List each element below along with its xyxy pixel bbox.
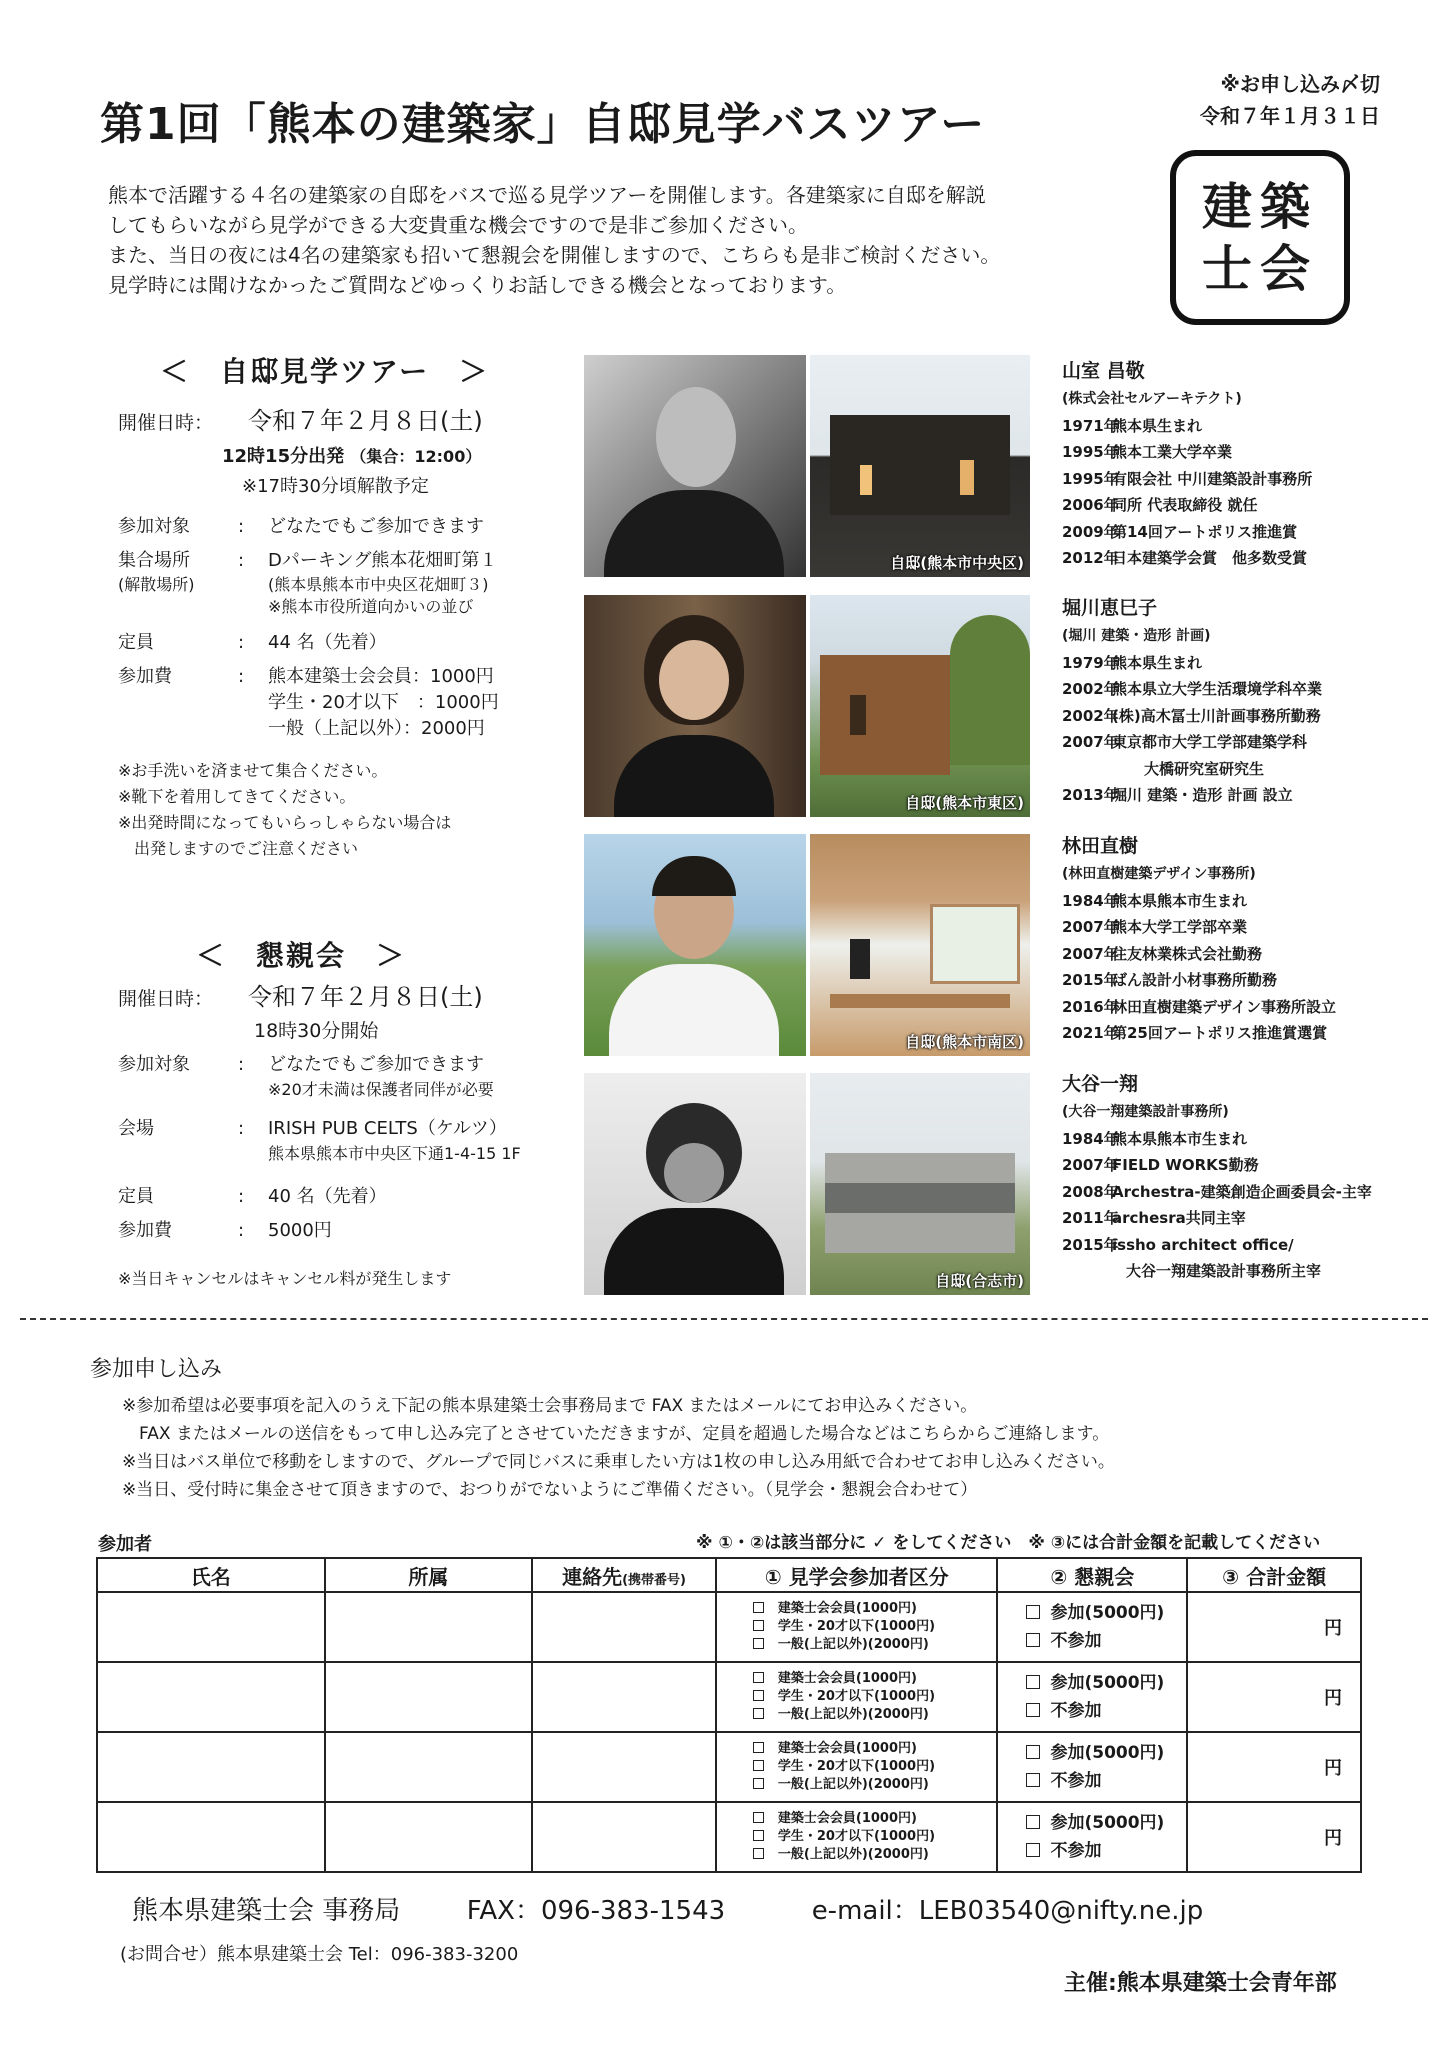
history-line: 2011年archesra共同主宰 (1062, 1209, 1246, 1227)
tour-place-label: 集合場所 (118, 550, 190, 571)
tour-assembly: （集合：12:00） (350, 447, 482, 466)
total-field[interactable]: 円 (1187, 1732, 1361, 1802)
intro-line: 熊本で活躍する４名の建築家の自邸をバスで巡る見学ツアーを開催します。各建築家に自邸を解説 (108, 183, 986, 207)
history-line: 2016年林田直樹建築デザイン事務所設立 (1062, 997, 1336, 1016)
checkbox[interactable] (753, 1690, 764, 1701)
application-title: 参加申し込み (90, 1357, 223, 1382)
office-name: 熊本県建築士会 事務局 (132, 1896, 401, 1926)
checkbox[interactable] (1026, 1605, 1040, 1619)
bio-otani (1062, 1069, 1392, 1285)
name-field[interactable] (97, 1592, 325, 1662)
history-line: 1995年熊本工業大学卒業 (1062, 443, 1233, 461)
history-line: 2021年第25回アートポリス推進賞選賞 (1062, 1024, 1328, 1042)
fax-number: FAX：096-383-1543 (466, 1896, 726, 1926)
history-line: 2007年熊本大学工学部卒業 (1062, 918, 1248, 936)
affiliation-field[interactable] (325, 1662, 533, 1732)
house-photo-minami (810, 834, 1030, 1056)
contact-field[interactable] (532, 1592, 716, 1662)
contact-field[interactable] (532, 1802, 716, 1872)
email-address[interactable]: e-mail：LEB03540@nifty.ne.jp (811, 1896, 1204, 1926)
checkbox[interactable] (1026, 1703, 1040, 1717)
option-party-yes: 参加(5000円) (1026, 1739, 1186, 1767)
col-affiliation: 所属 (325, 1558, 533, 1592)
organizer: 主催:熊本県建築士会青年部 (1064, 1971, 1337, 1996)
history-line: 1995年有限会社 中川建築設計事務所 (1062, 469, 1313, 488)
affiliation-field[interactable] (325, 1592, 533, 1662)
deadline-label: ※お申し込み〆切 (1220, 72, 1380, 96)
intro-line: また、当日の夜には4名の建築家も招いて懇親会を開催しますので、こちらも是非ご検討ください。 (108, 243, 1001, 267)
tour-place: Dパーキング熊本花畑町第１ (268, 550, 498, 571)
history-line: 2007年FIELD WORKS勤務 (1062, 1156, 1259, 1174)
total-field[interactable]: 円 (1187, 1662, 1361, 1732)
tour-dismiss: ※17時30分頃解散予定 (242, 476, 429, 497)
option-general: 一般(上記以外)(2000円) (753, 1776, 997, 1794)
option-member: 建築士会会員(1000円) (753, 1740, 997, 1758)
tour-category-options (716, 1732, 998, 1802)
option-member: 建築士会会員(1000円) (753, 1810, 997, 1828)
name-field[interactable] (97, 1802, 325, 1872)
tour-date: 令和７年２月８日(土) (248, 407, 483, 435)
checkbox[interactable] (753, 1638, 764, 1649)
option-party-no: 不参加 (1026, 1627, 1186, 1655)
tour-capacity-label: 定員 (118, 632, 154, 653)
history-line: 1984年熊本県熊本市生まれ (1062, 1129, 1248, 1148)
architect-company: (林田直樹建築デザイン事務所) (1062, 866, 1256, 882)
option-general: 一般(上記以外)(2000円) (753, 1846, 997, 1864)
tour-capacity: 44 名（先着） (268, 632, 387, 653)
checkbox[interactable] (1026, 1633, 1040, 1647)
party-target: どなたでもご参加できます (268, 1054, 484, 1075)
option-party-yes: 参加(5000円) (1026, 1599, 1186, 1627)
option-party-no: 不参加 (1026, 1697, 1186, 1725)
affiliation-field[interactable] (325, 1732, 533, 1802)
checkbox[interactable] (753, 1812, 764, 1823)
architect-company: (堀川 建築・造形 計画) (1062, 628, 1211, 644)
tour-details: 開催日時： 令和７年２月８日(土) 12時15分出発 （集合：12:00） ※17時30分頃解散予定 参加対象 : どなたでもご参加できます 集合場所 : Dパーキング熊本花畑町第１ (解散場所) (熊本県熊本市中央区花畑町３) ※熊本市役所道向かいの並び 定員 : 44 名（先着） 参加費 : 熊本建築士会会員：1000円 学生・20才以下 ：1000円 一般（上記以外）：2000円 ※お手洗いを済ませて集合ください。 ※靴下を着用してきてください。 ※出発時間になってもいらっしゃらない場合は 出発しますのでご注意ください (118, 408, 558, 862)
party-date-label: 開催日時： (118, 988, 214, 1010)
tour-category-options (716, 1662, 998, 1732)
tour-place-note: ※熊本市役所道向かいの並び (268, 597, 474, 616)
architect-name: 林田直樹 (1062, 835, 1139, 857)
inquiry-line: (お問合せ）熊本県建築士会 Tel：096-383-3200 (120, 1944, 519, 1965)
party-options (997, 1802, 1187, 1872)
cut-line (20, 1318, 1428, 1320)
total-field[interactable]: 円 (1187, 1592, 1361, 1662)
kenchikushikai-logo (1170, 150, 1350, 325)
party-details: 開催日時： 令和７年２月８日(土) 18時30分開始 参加対象 : どなたでもご参加できます ※20才未満は保護者同伴が必要 会場 : IRISH PUB CELTS（ケルツ） 熊本県熊本市中央区下通1-4-15 1F 定員 : 40 名（先着） 参加費 : 5000円 ※当日キャンセルはキャンセル料が発生します (118, 984, 558, 1292)
party-cancel-note: ※当日キャンセルはキャンセル料が発生します (118, 1269, 452, 1288)
option-student: 学生・20才以下(1000円) (753, 1688, 997, 1706)
contact-field[interactable] (532, 1662, 716, 1732)
history-line: 2006年同所 代表取締役 就任 (1062, 496, 1258, 514)
checkbox[interactable] (753, 1602, 764, 1613)
option-student: 学生・20才以下(1000円) (753, 1618, 997, 1636)
col-party: ② 懇親会 (997, 1558, 1187, 1592)
table-header-row (97, 1558, 1361, 1592)
history-line: 2008年Archestra-建築創造企画委員会-主宰 (1062, 1182, 1372, 1201)
house-caption: 自邸(熊本市南区) (905, 1033, 1024, 1051)
history-line: 1971年熊本県生まれ (1062, 416, 1203, 435)
architect-company: (大谷一翔建築設計事務所) (1062, 1104, 1229, 1120)
tour-category-options (716, 1592, 998, 1662)
party-venue-label: 会場 (118, 1118, 154, 1139)
history-line: 2009年第14回アートポリス推進賞 (1062, 522, 1298, 541)
deadline-block (1150, 68, 1380, 132)
checkbox[interactable] (1026, 1675, 1040, 1689)
party-venue-addr: 熊本県熊本市中央区下通1-4-15 1F (268, 1144, 521, 1163)
history-line: 2002年(株)高木冨士川計画事務所勤務 (1062, 706, 1321, 725)
option-party-no: 不参加 (1026, 1837, 1186, 1865)
portrait-yamamuro (584, 355, 806, 577)
checkbox[interactable] (753, 1742, 764, 1753)
history-line: 2015年issho architect office/ (1062, 1235, 1294, 1254)
portrait-horikawa (584, 595, 806, 817)
deadline-date: 令和７年１月３１日 (1200, 104, 1380, 128)
contact-field[interactable] (532, 1732, 716, 1802)
total-field[interactable]: 円 (1187, 1802, 1361, 1872)
checkbox[interactable] (1026, 1745, 1040, 1759)
checkbox[interactable] (753, 1848, 764, 1859)
intro-line: してもらいながら見学ができる大変貴重な機会ですので是非ご参加ください。 (108, 213, 808, 237)
party-fee-label: 参加費 (118, 1220, 172, 1241)
party-target-label: 参加対象 (118, 1054, 190, 1075)
option-party-yes: 参加(5000円) (1026, 1809, 1186, 1837)
tour-notes: ※お手洗いを済ませて集合ください。 ※靴下を着用してきてください。 ※出発時間になってもいらっしゃらない場合は 出発しますのでご注意ください (118, 761, 452, 858)
party-date: 令和７年２月８日(土) (248, 983, 483, 1011)
bio-hayashida (1062, 831, 1392, 1047)
house-photo-higashi (810, 595, 1030, 817)
architect-name: 大谷一翔 (1062, 1073, 1139, 1095)
page-title: 第1回「熊本の建築家」自邸見学バスツアー (100, 99, 986, 150)
application-notes: ※参加希望は必要事項を記入のうえ下記の熊本県建築士会事務局まで FAX またはメールにてお申込みください。 FAX またはメールの送信をもって申し込み完了とさせていただきますが、定員を超過した場合などはこちらからご連絡します。 ※当日はバス単位で移動をしますので、グループで同じバスに乗車したい方は1枚の申し込み用紙で合わせてお申し込みください。 ※当日、受付時に集金させて頂きますので、おつりがでないようにご準備ください。（見学会・懇親会合わせて） (122, 1396, 1115, 1500)
option-party-yes: 参加(5000円) (1026, 1669, 1186, 1697)
checkbox[interactable] (1026, 1815, 1040, 1829)
party-target-note: ※20才未満は保護者同伴が必要 (268, 1080, 494, 1099)
table-row (97, 1662, 1361, 1732)
checkbox[interactable] (1026, 1843, 1040, 1857)
house-caption: 自邸(合志市) (935, 1272, 1024, 1290)
party-fee: 5000円 (268, 1220, 332, 1241)
portrait-hayashida (584, 834, 806, 1056)
intro-text (108, 180, 1108, 300)
party-options (997, 1662, 1187, 1732)
bio-horikawa (1062, 593, 1392, 809)
party-capacity-label: 定員 (118, 1186, 154, 1207)
architect-company: (株式会社セルアーキテクト) (1062, 391, 1242, 407)
option-party-no: 不参加 (1026, 1767, 1186, 1795)
logo-line1: 建築 (1202, 177, 1318, 236)
application-form-table (96, 1557, 1362, 1873)
checkbox[interactable] (753, 1620, 764, 1631)
table-row (97, 1732, 1361, 1802)
tour-heading: ＜ 自邸見学ツアー ＞ (160, 355, 490, 388)
tour-target-label: 参加対象 (118, 516, 190, 537)
option-member: 建築士会会員(1000円) (753, 1600, 997, 1618)
checkbox[interactable] (753, 1708, 764, 1719)
portrait-otani (584, 1073, 806, 1295)
tour-fee-label: 参加費 (118, 666, 172, 687)
option-student: 学生・20才以下(1000円) (753, 1828, 997, 1846)
party-venue: IRISH PUB CELTS（ケルツ） (268, 1118, 507, 1139)
checkbox[interactable] (753, 1760, 764, 1771)
tour-place-addr: (熊本県熊本市中央区花畑町３) (268, 575, 489, 594)
party-options (997, 1732, 1187, 1802)
history-line: 2013年堀川 建築・造形 計画 設立 (1062, 786, 1293, 804)
col-total: ③ 合計金額 (1187, 1558, 1361, 1592)
participants-label: 参加者 (98, 1534, 152, 1555)
party-start: 18時30分開始 (254, 1020, 379, 1042)
architect-name: 堀川恵巳子 (1062, 597, 1158, 619)
option-member: 建築士会会員(1000円) (753, 1670, 997, 1688)
logo-line2: 士会 (1202, 239, 1318, 298)
intro-line: 見学時には聞けなかったご質問などゆっくりお話しできる機会となっております。 (108, 273, 847, 297)
affiliation-field[interactable] (325, 1802, 533, 1872)
tour-category-options (716, 1802, 998, 1872)
option-student: 学生・20才以下(1000円) (753, 1758, 997, 1776)
tour-date-label: 開催日時： (118, 412, 214, 434)
history-line: 1984年熊本県熊本市生まれ (1062, 891, 1248, 910)
history-line: 2002年熊本県立大学生活環境学科卒業 (1062, 680, 1323, 698)
history-line: 2007年東京都市大学工学部建築学科 (1062, 733, 1308, 751)
col-contact: 連絡先(携帯番号) (532, 1558, 716, 1592)
col-name: 氏名 (97, 1558, 325, 1592)
house-caption: 自邸(熊本市東区) (905, 794, 1024, 812)
option-general: 一般(上記以外)(2000円) (753, 1706, 997, 1724)
col-tour-category: ① 見学会参加者区分 (716, 1558, 998, 1592)
party-heading: ＜ 懇親会 ＞ (196, 939, 407, 972)
checkbox[interactable] (753, 1778, 764, 1789)
option-general: 一般(上記以外)(2000円) (753, 1636, 997, 1654)
tour-fee: 熊本建築士会会員：1000円 学生・20才以下 ：1000円 一般（上記以外）：2000円 (268, 666, 499, 739)
history-line: 2015年ばん設計小材事務所勤務 (1062, 971, 1278, 989)
history-line: 1979年熊本県生まれ (1062, 653, 1203, 672)
checkbox[interactable] (1026, 1773, 1040, 1787)
party-options (997, 1592, 1187, 1662)
party-capacity: 40 名（先着） (268, 1186, 387, 1207)
tour-depart: 12時15分出発 (222, 446, 345, 467)
history-line: 大橋研究室研究生 (1144, 759, 1265, 778)
history-line: 2012年日本建築学会賞 他多数受賞 (1062, 549, 1308, 567)
check-instruction: ※ ①・②は該当部分に ✓ をしてください ※ ③には合計金額を記載してください (696, 1533, 1321, 1553)
architect-name: 山室 昌敬 (1062, 360, 1145, 382)
bio-yamamuro (1062, 356, 1392, 572)
house-photo-koshi (810, 1073, 1030, 1295)
tour-target: どなたでもご参加できます (268, 516, 484, 537)
checkbox[interactable] (753, 1830, 764, 1841)
contact-line (132, 1890, 1203, 1927)
name-field[interactable] (97, 1732, 325, 1802)
house-caption: 自邸(熊本市中央区) (890, 554, 1024, 572)
history-line: 2007年住友林業株式会社勤務 (1062, 944, 1263, 963)
table-row (97, 1802, 1361, 1872)
table-row (97, 1592, 1361, 1662)
history-line: 大谷一翔建築設計事務所主宰 (1126, 1262, 1322, 1280)
checkbox[interactable] (753, 1672, 764, 1683)
tour-place-sub: (解散場所) (118, 575, 195, 594)
house-photo-chuo (810, 355, 1030, 577)
name-field[interactable] (97, 1662, 325, 1732)
